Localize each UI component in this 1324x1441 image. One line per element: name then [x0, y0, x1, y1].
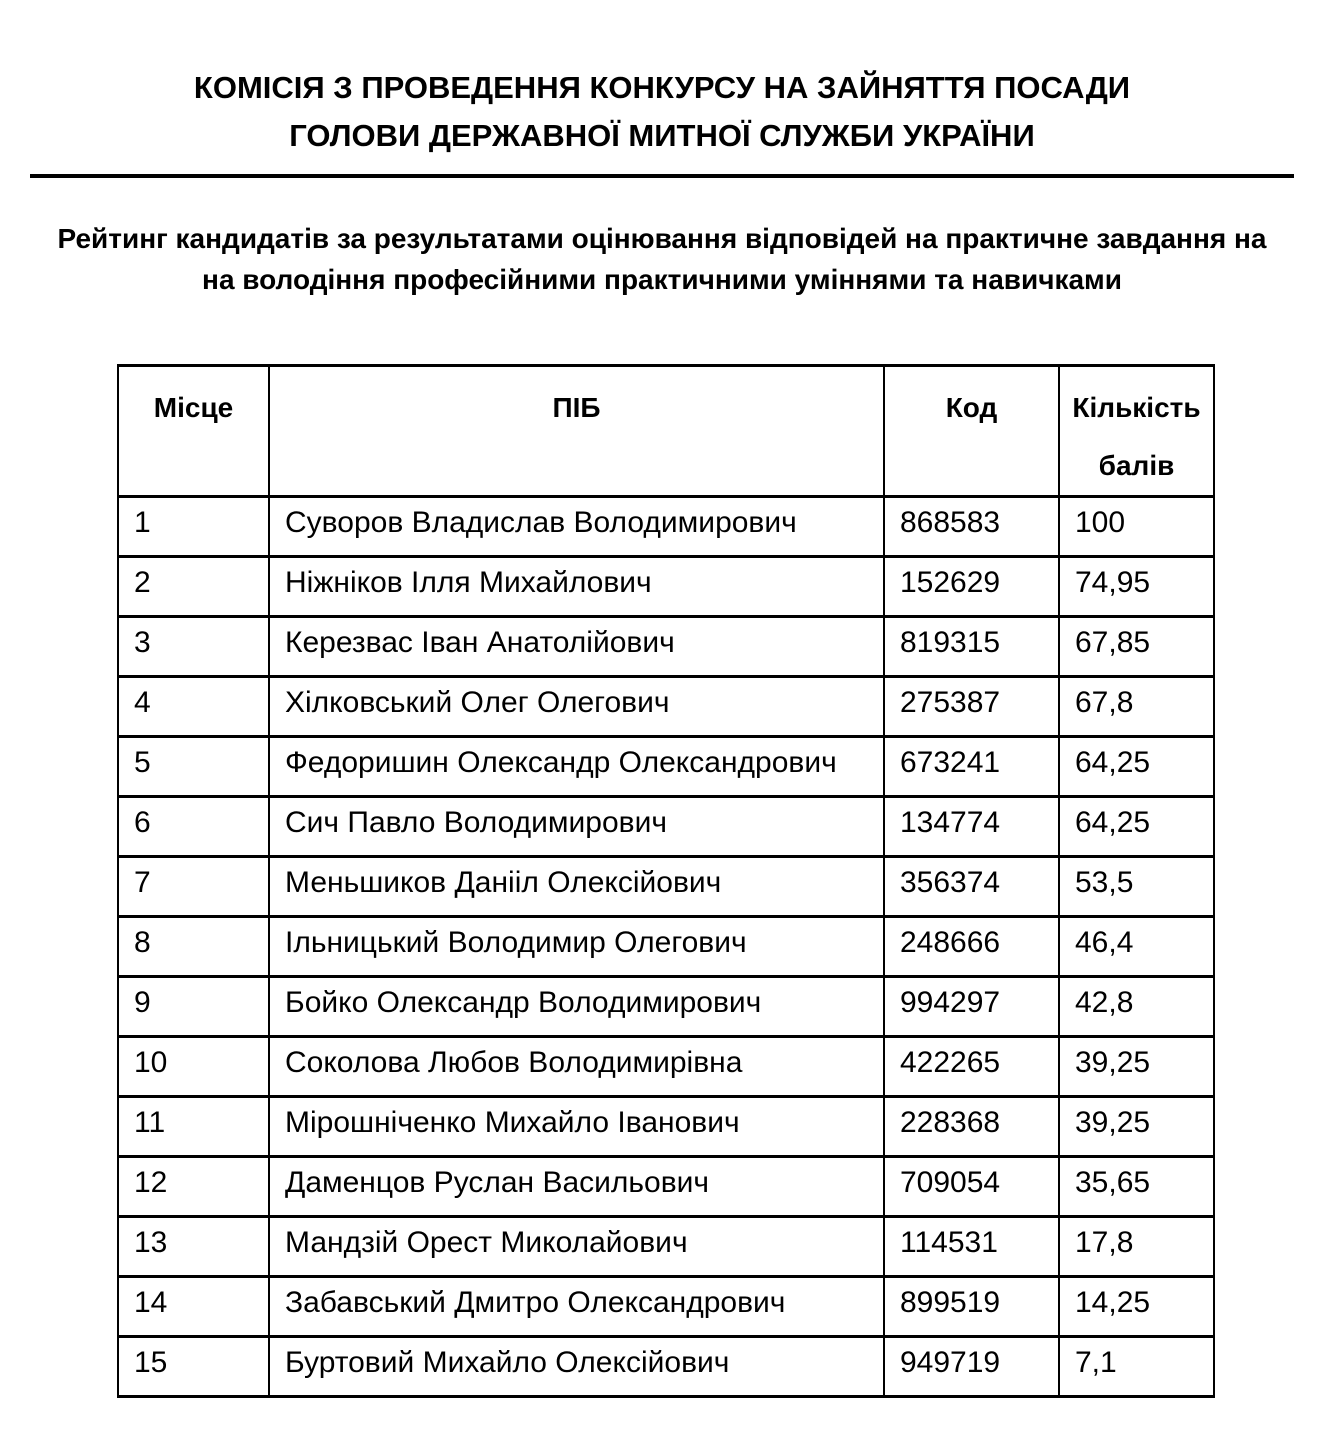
table-cell-name: Даменцов Руслан Васильович	[269, 1157, 884, 1217]
table-cell-place: 2	[118, 557, 269, 617]
table-cell-code: 868583	[884, 497, 1059, 557]
document-subtitle-line-1: Рейтинг кандидатів за результатами оцінювання відповідей на практичне завдання на	[57, 223, 1267, 254]
table-cell-code: 356374	[884, 857, 1059, 917]
table-cell-name: Ільницький Володимир Олегович	[269, 917, 884, 977]
table-cell-score: 42,8	[1059, 977, 1214, 1037]
table-cell-name: Меньшиков Данііл Олексійович	[269, 857, 884, 917]
table-cell-score: 74,95	[1059, 557, 1214, 617]
ranking-table	[117, 364, 1215, 1398]
table-cell-score: 7,1	[1059, 1337, 1214, 1397]
table-cell-code: 275387	[884, 677, 1059, 737]
table-row	[118, 977, 1214, 1037]
table-cell-name: Бойко Олександр Володимирович	[269, 977, 884, 1037]
ranking-table-header	[118, 366, 1214, 497]
table-cell-code: 134774	[884, 797, 1059, 857]
header-cell-score: Кількість балів	[1059, 366, 1214, 497]
table-row	[118, 677, 1214, 737]
table-cell-name: Буртовий Михайло Олексійович	[269, 1337, 884, 1397]
table-cell-code: 228368	[884, 1097, 1059, 1157]
table-cell-name: Суворов Владислав Володимирович	[269, 497, 884, 557]
table-cell-place: 9	[118, 977, 269, 1037]
table-cell-name: Соколова Любов Володимирівна	[269, 1037, 884, 1097]
table-row	[118, 797, 1214, 857]
table-cell-name: Ніжніков Ілля Михайлович	[269, 557, 884, 617]
table-cell-code: 673241	[884, 737, 1059, 797]
table-cell-score: 17,8	[1059, 1217, 1214, 1277]
table-cell-code: 114531	[884, 1217, 1059, 1277]
table-cell-name: Мандзій Орест Миколайович	[269, 1217, 884, 1277]
table-cell-code: 994297	[884, 977, 1059, 1037]
table-cell-place: 14	[118, 1277, 269, 1337]
horizontal-rule	[30, 174, 1294, 178]
header-cell-code: Код	[884, 366, 1059, 497]
table-cell-place: 7	[118, 857, 269, 917]
table-row	[118, 1157, 1214, 1217]
table-cell-place: 11	[118, 1097, 269, 1157]
document-title-line-2: ГОЛОВИ ДЕРЖАВНОЇ МИТНОЇ СЛУЖБИ УКРАЇНИ	[289, 118, 1035, 153]
table-row	[118, 1217, 1214, 1277]
table-row	[118, 557, 1214, 617]
table-cell-name: Федоришин Олександр Олександрович	[269, 737, 884, 797]
document-title-line-1: КОМІСІЯ З ПРОВЕДЕННЯ КОНКУРСУ НА ЗАЙНЯТТЯ ПОСАДИ	[193, 70, 1131, 105]
document-title	[0, 0, 1324, 160]
table-cell-name: Хілковський Олег Олегович	[269, 677, 884, 737]
header-cell-name: ПІБ	[269, 366, 884, 497]
table-cell-place: 10	[118, 1037, 269, 1097]
table-cell-score: 39,25	[1059, 1097, 1214, 1157]
table-cell-code: 709054	[884, 1157, 1059, 1217]
table-cell-score: 46,4	[1059, 917, 1214, 977]
table-cell-score: 35,65	[1059, 1157, 1214, 1217]
table-cell-name: Забавський Дмитро Олександрович	[269, 1277, 884, 1337]
header-row	[118, 366, 1214, 497]
table-cell-score: 100	[1059, 497, 1214, 557]
document-subtitle	[0, 218, 1324, 300]
table-cell-score: 53,5	[1059, 857, 1214, 917]
table-cell-score: 39,25	[1059, 1037, 1214, 1097]
table-row	[118, 497, 1214, 557]
table-row	[118, 1037, 1214, 1097]
ranking-table-body	[118, 497, 1214, 1397]
table-row	[118, 617, 1214, 677]
table-cell-place: 1	[118, 497, 269, 557]
table-cell-score: 67,85	[1059, 617, 1214, 677]
table-cell-place: 15	[118, 1337, 269, 1397]
table-cell-score: 67,8	[1059, 677, 1214, 737]
table-cell-place: 8	[118, 917, 269, 977]
table-cell-code: 152629	[884, 557, 1059, 617]
table-cell-code: 422265	[884, 1037, 1059, 1097]
table-row	[118, 1337, 1214, 1397]
table-cell-place: 12	[118, 1157, 269, 1217]
table-cell-name: Мірошніченко Михайло Іванович	[269, 1097, 884, 1157]
table-cell-code: 899519	[884, 1277, 1059, 1337]
table-cell-score: 64,25	[1059, 737, 1214, 797]
table-cell-place: 13	[118, 1217, 269, 1277]
table-row	[118, 737, 1214, 797]
table-row	[118, 1277, 1214, 1337]
table-row	[118, 857, 1214, 917]
header-cell-place: Місце	[118, 366, 269, 497]
document-subtitle-line-2: на володіння професійними практичними уміннями та навичками	[202, 264, 1122, 295]
table-cell-place: 3	[118, 617, 269, 677]
table-cell-place: 5	[118, 737, 269, 797]
table-cell-name: Керезвас Іван Анатолійович	[269, 617, 884, 677]
table-cell-code: 819315	[884, 617, 1059, 677]
table-cell-name: Сич Павло Володимирович	[269, 797, 884, 857]
table-cell-code: 248666	[884, 917, 1059, 977]
table-cell-code: 949719	[884, 1337, 1059, 1397]
table-row	[118, 1097, 1214, 1157]
table-cell-score: 64,25	[1059, 797, 1214, 857]
table-cell-place: 4	[118, 677, 269, 737]
table-row	[118, 917, 1214, 977]
table-cell-place: 6	[118, 797, 269, 857]
table-cell-score: 14,25	[1059, 1277, 1214, 1337]
